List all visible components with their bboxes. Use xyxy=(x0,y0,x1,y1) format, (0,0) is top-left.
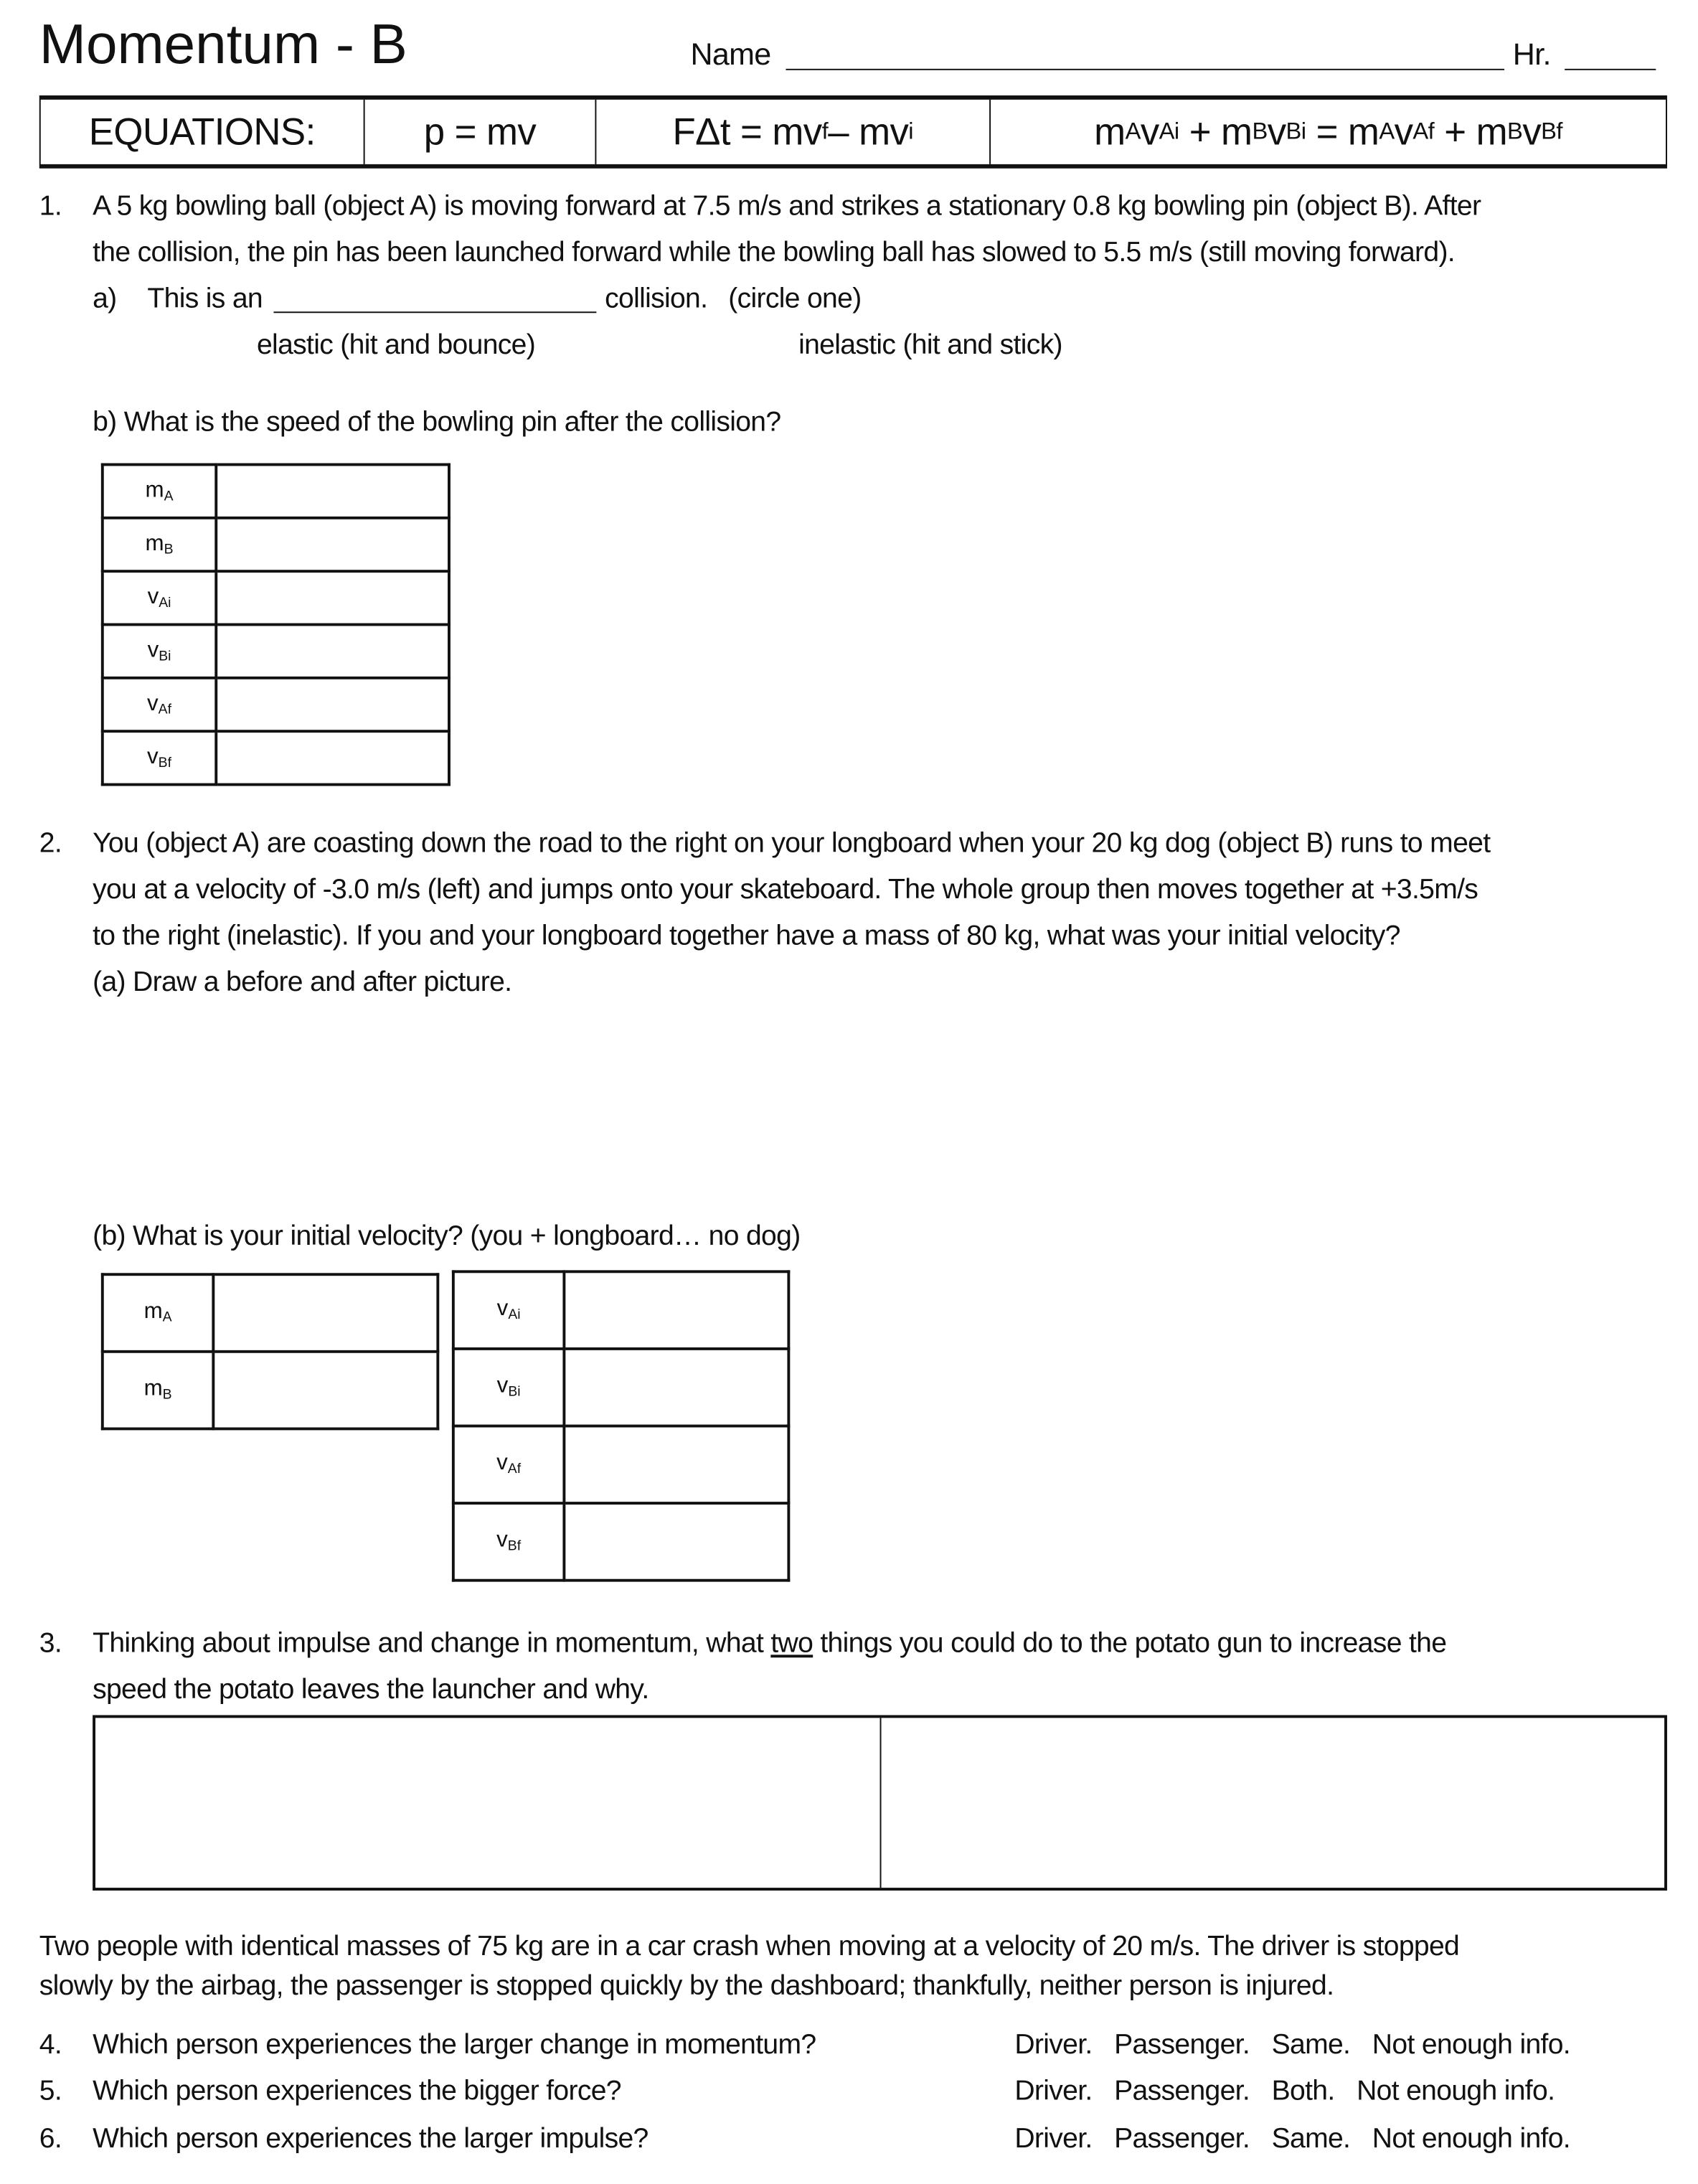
equation-subscript: B xyxy=(1252,118,1268,145)
table-row xyxy=(103,678,449,731)
equation-term: = m xyxy=(1306,110,1379,153)
q3-number: 3. xyxy=(39,1628,62,1660)
variable-symbol: v xyxy=(496,1528,508,1553)
equation-term: + m xyxy=(1179,110,1253,153)
q1a-number: a) xyxy=(93,283,117,315)
q2b-main: (b) What is your initial velocity? xyxy=(93,1220,463,1252)
q3-text-line2: speed the potato leaves the launcher and why. xyxy=(93,1674,649,1705)
name-blank[interactable] xyxy=(786,69,1504,70)
variable-value-cell[interactable] xyxy=(216,518,449,571)
equations-box xyxy=(39,95,1667,169)
variable-value-cell[interactable] xyxy=(216,625,449,678)
q6-choices[interactable]: Driver. Passenger. Same. Not enough info. xyxy=(1014,2123,1570,2155)
q1a-suffix: collision. xyxy=(605,283,708,315)
variable-symbol: m xyxy=(143,1377,163,1401)
equation-subscript: Af xyxy=(1412,118,1435,145)
equation-term: FΔt = mv xyxy=(672,110,822,153)
variable-label xyxy=(103,731,216,784)
hour-label: Hr. xyxy=(1512,36,1551,72)
equation-term: p = mv xyxy=(423,110,537,153)
variable-value-cell[interactable] xyxy=(564,1503,788,1581)
q4-number: 4. xyxy=(39,2029,62,2061)
variable-label xyxy=(103,678,216,731)
variable-symbol: v xyxy=(147,691,159,716)
variable-label xyxy=(103,571,216,624)
equation-subscript: Bf xyxy=(1541,118,1562,145)
q4-choices[interactable]: Driver. Passenger. Same. Not enough info. xyxy=(1014,2029,1570,2061)
variable-symbol: v xyxy=(147,638,159,662)
variable-subscript: Af xyxy=(158,702,172,718)
variable-value-cell[interactable] xyxy=(564,1426,788,1503)
variable-symbol: v xyxy=(496,1297,509,1322)
equation-term: v xyxy=(1394,110,1413,153)
q1b-text: b) What is the speed of the bowling pin after the collision? xyxy=(93,407,781,438)
equation-term: m xyxy=(1094,110,1126,153)
equation-subscript: A xyxy=(1379,118,1395,145)
variable-subscript: Bf xyxy=(158,755,172,771)
variable-value-cell[interactable] xyxy=(564,1349,788,1426)
variable-symbol: m xyxy=(143,1299,163,1324)
q2-text-line1: You (object A) are coasting down the road to the right on your longboard when your 20 kg dog (object B) runs to meet xyxy=(93,828,1491,860)
q5-choices[interactable]: Driver. Passenger. Both. Not enough info. xyxy=(1014,2076,1555,2107)
variable-label xyxy=(453,1271,565,1349)
variable-label xyxy=(453,1503,565,1581)
variable-label xyxy=(453,1349,565,1426)
table-row xyxy=(103,625,449,678)
variable-symbol: v xyxy=(496,1451,508,1476)
equation-term: + m xyxy=(1434,110,1508,153)
table-row xyxy=(453,1503,789,1581)
q3-answer-box xyxy=(93,1715,1667,1891)
table-row xyxy=(453,1349,789,1426)
q1-number: 1. xyxy=(39,191,62,222)
equation-subscript: Ai xyxy=(1159,118,1179,145)
q1-variables-table xyxy=(101,463,451,786)
drawing-area[interactable] xyxy=(93,1017,1664,1214)
variable-symbol: m xyxy=(145,531,164,556)
q2-mass-table xyxy=(101,1273,439,1430)
variable-value-cell[interactable] xyxy=(216,571,449,624)
table-row xyxy=(103,518,449,571)
equation-subscript: A xyxy=(1125,118,1141,145)
variable-subscript: A xyxy=(164,489,174,504)
variable-symbol: m xyxy=(145,478,164,502)
variable-label xyxy=(103,518,216,571)
q3-answer-left[interactable] xyxy=(95,1718,880,1888)
variable-value-cell[interactable] xyxy=(213,1352,438,1429)
variable-subscript: Bi xyxy=(159,649,171,664)
variable-subscript: Af xyxy=(507,1462,522,1478)
equations-label: EQUATIONS: xyxy=(41,100,365,164)
q5-number: 5. xyxy=(39,2076,62,2107)
variable-subscript: B xyxy=(164,542,174,558)
table-row xyxy=(453,1426,789,1503)
variable-value-cell[interactable] xyxy=(213,1274,438,1352)
equation-conservation xyxy=(991,100,1666,164)
q1-text-line1: A 5 kg bowling ball (object A) is moving forward at 7.5 m/s and strikes a stationary 0.8 kg bowling pin (object B). After xyxy=(93,191,1481,222)
table-row xyxy=(103,571,449,624)
table-row xyxy=(103,1352,438,1429)
name-label: Name xyxy=(690,36,771,72)
q5-text: Which person experiences the bigger force? xyxy=(93,2076,621,2107)
equation-term: v xyxy=(1522,110,1542,153)
variable-subscript: Bf xyxy=(507,1539,522,1555)
equation-subscript: Bi xyxy=(1286,118,1306,145)
scenario-line1: Two people with identical masses of 75 kg are in a car crash when moving at a velocity of 20 m/s. The driver is stopped xyxy=(39,1931,1460,1962)
variable-value-cell[interactable] xyxy=(564,1271,788,1349)
hour-blank[interactable] xyxy=(1565,69,1656,70)
q2-velocity-table xyxy=(452,1270,790,1581)
q2-text-line3: to the right (inelastic). If you and your longboard together have a mass of 80 kg, what was your initial velocity? xyxy=(93,921,1400,952)
q6-text: Which person experiences the larger impulse? xyxy=(93,2123,648,2155)
q2-text-line2: you at a velocity of -3.0 m/s (left) and jumps onto your skateboard. The whole group then moves together at +3.5m/s xyxy=(93,874,1478,905)
variable-symbol: v xyxy=(496,1374,509,1398)
table-row xyxy=(103,731,449,784)
variable-subscript: B xyxy=(162,1388,172,1403)
variable-symbol: v xyxy=(147,745,159,769)
equation-term: – mv xyxy=(828,110,909,153)
variable-label xyxy=(103,625,216,678)
q3-answer-right[interactable] xyxy=(881,1718,1665,1888)
equation-momentum xyxy=(365,100,597,164)
option-inelastic[interactable]: inelastic (hit and stick) xyxy=(798,329,1062,361)
scenario-line2: slowly by the airbag, the passenger is stopped quickly by the dashboard; thankfully, neither person is injured. xyxy=(39,1970,1334,2002)
q1a-prefix: This is an xyxy=(147,283,263,315)
q1a-note: (circle one) xyxy=(728,283,862,315)
q2b-text xyxy=(93,1220,800,1253)
variable-symbol: v xyxy=(147,585,159,609)
table-row xyxy=(453,1271,789,1349)
option-elastic[interactable]: elastic (hit and bounce) xyxy=(256,329,536,361)
variable-value-cell[interactable] xyxy=(216,678,449,731)
variable-label xyxy=(103,1274,214,1352)
page-title: Momentum - B xyxy=(39,14,407,76)
equation-term: v xyxy=(1140,110,1159,153)
equation-impulse xyxy=(596,100,991,164)
variable-label xyxy=(103,465,216,518)
variable-subscript: A xyxy=(162,1310,172,1327)
q1-text-line2: the collision, the pin has been launched forward while the bowling ball has slowed to 5.5 m/s (still moving forward). xyxy=(93,237,1455,268)
equation-subscript: B xyxy=(1507,118,1523,145)
q1a-blank[interactable] xyxy=(273,311,596,313)
q4-text: Which person experiences the larger change in momentum? xyxy=(93,2029,816,2061)
equation-term: v xyxy=(1267,110,1286,153)
variable-value-cell[interactable] xyxy=(216,731,449,784)
table-row xyxy=(103,1274,438,1352)
q6-number: 6. xyxy=(39,2123,62,2155)
variable-label xyxy=(453,1426,565,1503)
table-row xyxy=(103,465,449,518)
q2-number: 2. xyxy=(39,828,62,860)
equation-subscript: i xyxy=(908,118,913,145)
equation-subscript: f xyxy=(821,118,829,145)
q3-text-line1 xyxy=(93,1627,1446,1660)
q2a-text: (a) Draw a before and after picture. xyxy=(93,966,512,998)
variable-label xyxy=(103,1352,214,1429)
q3-post: things you could do to the potato gun to increase the xyxy=(813,1628,1447,1660)
variable-subscript: Bi xyxy=(508,1385,521,1401)
q2b-note: (you + longboard… no dog) xyxy=(463,1220,801,1252)
variable-subscript: Ai xyxy=(159,595,171,611)
q3-underlined: two xyxy=(770,1628,813,1660)
q3-pre: Thinking about impulse and change in momentum, what xyxy=(93,1628,771,1660)
variable-value-cell[interactable] xyxy=(216,465,449,518)
variable-subscript: Ai xyxy=(508,1307,521,1324)
